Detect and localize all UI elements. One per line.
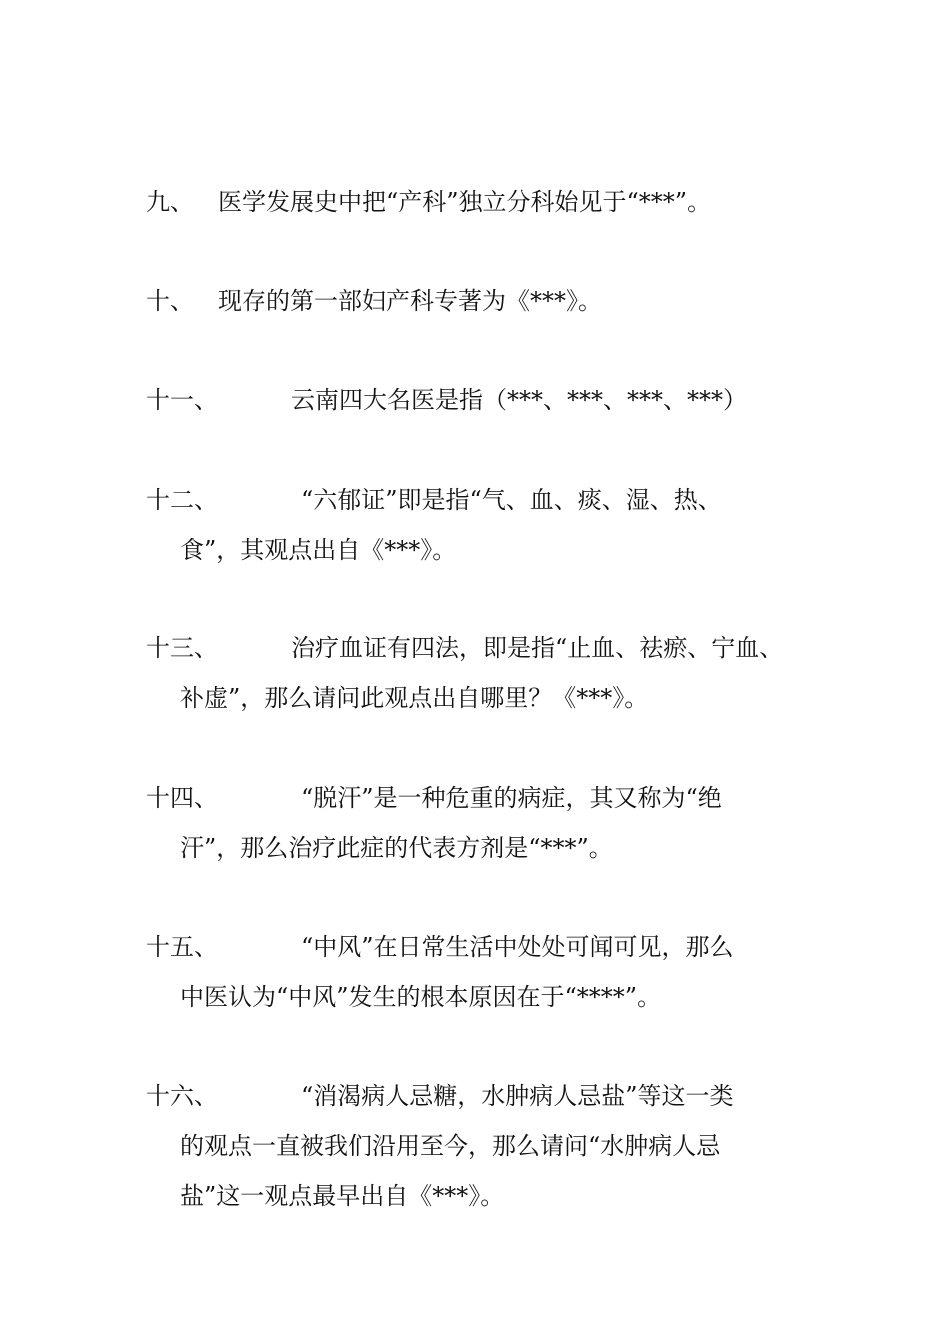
question-text-line: 的观点一直被我们沿用至今，那么请问“水肿病人忌 xyxy=(180,1132,721,1160)
question-number: 十、 xyxy=(146,287,194,315)
question-number: 十六、 xyxy=(146,1082,218,1110)
question-text-line: 治疗血证有四法，即是指“止血、祛瘀、宁血、 xyxy=(291,634,784,662)
question-number: 十五、 xyxy=(146,933,218,961)
question-number: 十四、 xyxy=(146,784,218,812)
question-number: 十三、 xyxy=(146,634,218,662)
question-text-line: 盐”这一观点最早出自《***》。 xyxy=(180,1182,505,1210)
question-number: 九、 xyxy=(146,188,194,216)
question-text-line: 现存的第一部妇产科专著为《***》。 xyxy=(218,287,602,315)
question-text-line: 补虚”，那么请问此观点出自哪里？《***》。 xyxy=(180,684,649,712)
question-text-line: “中风”在日常生活中处处可闻可见，那么 xyxy=(301,933,734,961)
question-text-line: 中医认为“中风”发生的根本原因在于“****”。 xyxy=(180,983,662,1011)
question-text-line: “消渴病人忌糖，水肿病人忌盐”等这一类 xyxy=(301,1082,734,1110)
question-text-line: 云南四大名医是指（***、***、***、***） xyxy=(291,386,747,414)
question-text-line: 食”，其观点出自《***》。 xyxy=(180,536,457,564)
question-number: 十二、 xyxy=(146,486,218,514)
question-number: 十一、 xyxy=(146,386,218,414)
question-text-line: “六郁证”即是指“气、血、痰、湿、热、 xyxy=(301,486,722,514)
question-text-line: 汗”，那么治疗此症的代表方剂是“***”。 xyxy=(180,834,613,862)
question-text-line: 医学发展史中把“产科”独立分科始见于“***”。 xyxy=(218,188,712,216)
question-text-line: “脱汗”是一种危重的病症，其又称为“绝 xyxy=(301,784,722,812)
